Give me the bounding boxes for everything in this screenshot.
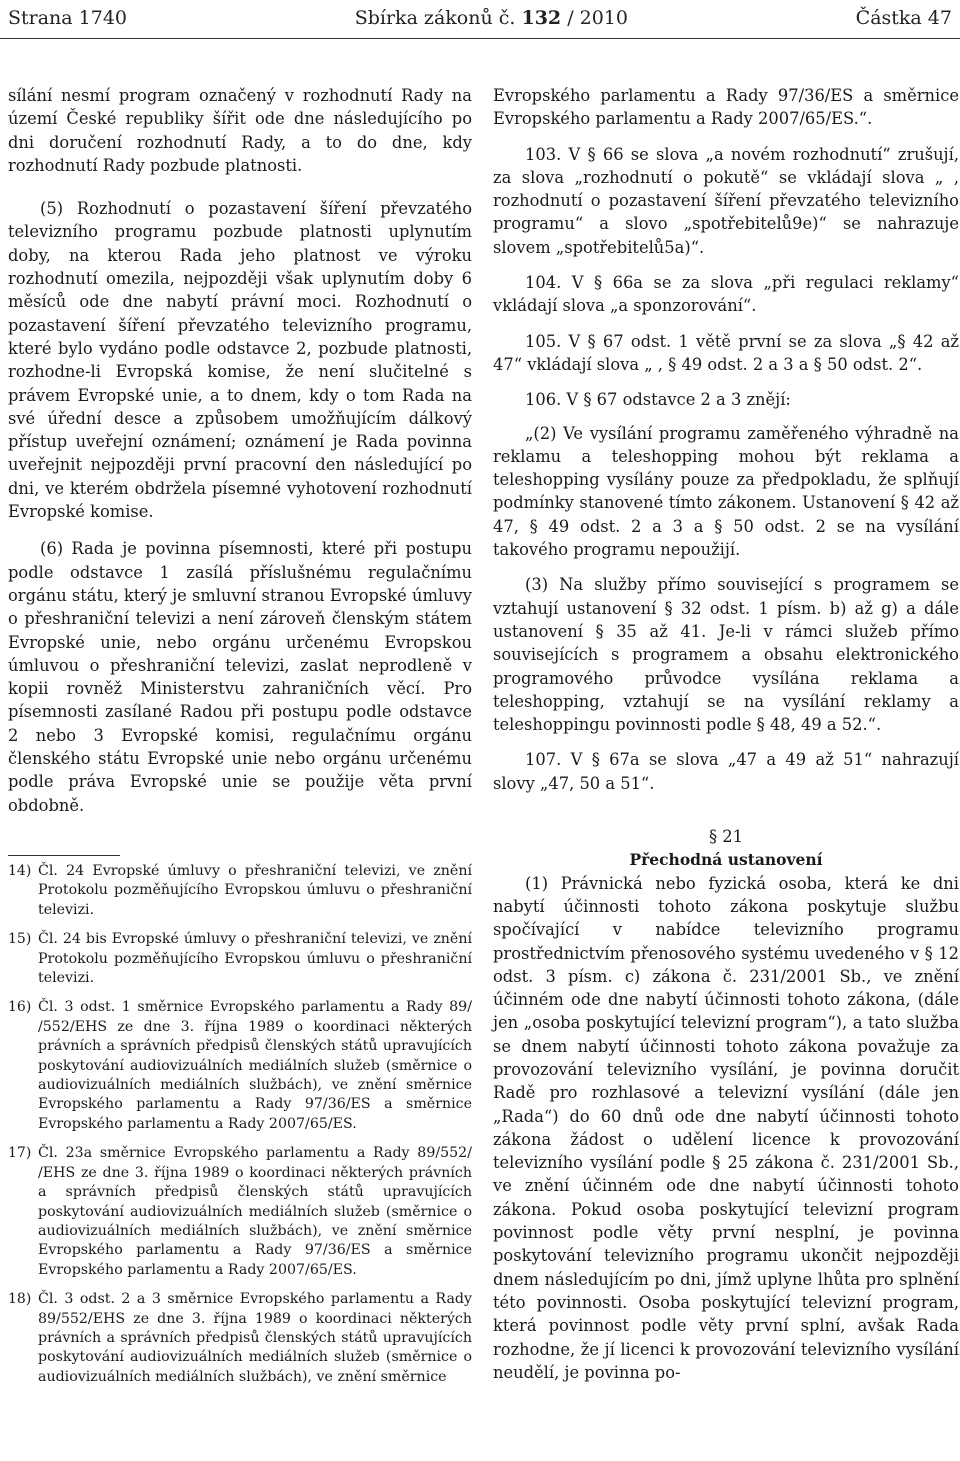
footnote-number: 16) bbox=[8, 999, 32, 1016]
section-number: § 21 bbox=[708, 827, 744, 847]
page-header bbox=[8, 2, 952, 34]
amendment-105: 105. V § 67 odst. 1 větě první se za slova „§ 42 až 47“ vkládají slova „ , § 49 odst. 2 a 3 a § 50 odst. 2“. bbox=[493, 331, 959, 374]
amendment-106: 106. V § 67 odstavce 2 a 3 znějí: bbox=[525, 390, 791, 410]
amendment-106-paragraph-2: „(2) Ve vysílání programu zaměřeného výhradně na reklamu a teleshopping mohou být reklama a teleshopping vysílány pouze za předpokladu, že splňují podmínky stanovené tímto zákonem. Ustanovení § 42 až 47, § 49 odst. 2 a 3 a § 50 odst. 2 se na vysílání takového programu nepoužijí. bbox=[493, 423, 959, 560]
paragraph-continuation: sílání nesmí program označený v rozhodnutí Rady na území České republiky šířit ode dne následujícího po dni doručení rozhodnutí Rady, a to do dne, kdy rozhodnutí Rady pozbude platnosti. bbox=[8, 86, 472, 175]
footnote-text: Čl. 23a směrnice Evropského parlamentu a Rady 89/552/ /EHS ze dne 3. října 1989 o koordinaci některých právních a správních předpisů členských států upravujících poskytování audiovizuálních mediálních služeb (směrnice o audiovizuálních mediálních službách), ve znění směrnice Evropského parlamentu a Rady 97/36/ES a směrnice Evropského parlamentu a Rady 2007/65/ES. bbox=[38, 1145, 472, 1278]
footnotes bbox=[8, 862, 472, 1397]
left-column bbox=[8, 84, 472, 817]
footnote-text: Čl. 3 odst. 1 směrnice Evropského parlamentu a Rady 89/ /552/EHS ze dne 3. října 1989 o koordinaci některých právních a správních předpisů členských států upravujících poskytování audiovizuálních mediálních služeb (směrnice o audiovizuálních mediálních službách), ve znění směrnice Evropského parlamentu a Rady 97/36/ES a směrnice Evropského parlamentu a Rady 2007/65/ES. bbox=[38, 999, 472, 1132]
footnote-number: 14) bbox=[8, 863, 32, 879]
page-number: Strana 1740 bbox=[8, 7, 128, 29]
footnote-18 bbox=[8, 1290, 472, 1387]
footnote-text: Čl. 24 bis Evropské úmluvy o přeshraniční televizi, ve znění Protokolu pozměňujícího Evropskou úmluvu o přeshraniční televizi. bbox=[38, 931, 472, 987]
paragraph-5: (5) Rozhodnutí o pozastavení šíření převzatého televizního programu pozbude platnosti uplynutím doby, na kterou Rada jeho platnost ve výroku rozhodnutí omezila, nejpozději však uplynutím doby 6 měsíců ode dne nabytí právní moci. Rozhodnutí o pozastavení šíření převzatého televizního programu, které bylo vydáno podle odstavce 2, pozbude platnosti, rozhodne-li Evropská komise, že není slučitelné s právem Evropské unie, a to dnem, kdy o tom Rada na své úřední desce a způsobem umožňujícím dálkový přístup uveřejní oznámení; oznámení je Rada povinna uveřejnit nejpozději první pracovní den následující po dni, ve kterém obdržela písemné vyhotovení rozhodnutí Evropské komise. bbox=[8, 199, 472, 522]
footnote-divider bbox=[8, 855, 120, 856]
footnote-text: Čl. 24 Evropské úmluvy o přeshraniční televizi, ve znění Protokolu pozměňujícího Evropskou úmluvu o přeshraniční televizi. bbox=[38, 863, 472, 918]
footnote-text: Čl. 3 odst. 2 a 3 směrnice Evropského parlamentu a Rady 89/552/EHS ze dne 3. října 1989 o koordinaci některých právních a správních předpisů členských států upravujících poskytování audiovizuálních mediálních služeb (směrnice o audiovizuálních mediálních službách), ve znění směrnice bbox=[38, 1291, 472, 1385]
footnote-16 bbox=[8, 998, 472, 1134]
right-column bbox=[493, 84, 959, 1384]
issue-number: Částka 47 bbox=[855, 7, 952, 29]
amendment-107: 107. V § 67a se slova „47 a 49 až 51“ nahrazují slovy „47, 50 a 51“. bbox=[493, 750, 959, 793]
footnote-17 bbox=[8, 1144, 472, 1280]
collection-title: Sbírka zákonů č. 132 / 2010 bbox=[354, 7, 628, 29]
amendment-103: 103. V § 66 se slova „a novém rozhodnutí“ zrušují, za slova „rozhodnutí o pokutě“ se vkládají slova „ , rozhodnutí o pozastavení šíření převzatého televizního programu“ a slovo „spotřebitelů9e)“ se nahrazuje slovem „spotřebitelů5a)“. bbox=[493, 144, 959, 257]
section-title: Přechodná ustanovení bbox=[629, 850, 823, 870]
amendment-106-paragraph-3: (3) Na služby přímo související s programem se vztahují ustanovení § 32 odst. 1 písm. b) až g) a dále ustanovení § 35 až 41. Je-li v rámci služeb přímo souvisejících s programem a obsahu elektronického programového průvodce vysílána reklama a teleshopping, vztahují se na vysílání reklamy a teleshoppingu povinnosti podle § 48, 49 a 52.“. bbox=[493, 575, 959, 735]
footnote-number: 17) bbox=[8, 1145, 32, 1162]
paragraph-6: (6) Rada je povinna písemnosti, které při postupu podle odstavce 1 zasílá příslušnému regulačnímu orgánu státu, který je smluvní stranou Evropské úmluvy o přeshraniční televizi a není zároveň členským státem Evropské unie, nebo orgánu určenému Evropskou úmluvou o přeshraniční televizi, zaslat neprodleně v kopii rovněž Ministerstvu zahraničních věcí. Pro písemnosti zasílané Radou při postupu podle odstavce 2 nebo 3 Evropské komisi, regulačnímu orgánu členského státu Evropské unie nebo orgánu určenému podle práva Evropské unie se použije věta první obdobně. bbox=[8, 539, 472, 815]
paragraph-continuation: Evropského parlamentu a Rady 97/36/ES a směrnice Evropského parlamentu a Rady 2007/65/ES.“. bbox=[493, 86, 959, 129]
law-number: 132 bbox=[521, 7, 562, 29]
header-divider bbox=[0, 38, 960, 39]
transitional-paragraph-1: (1) Právnická nebo fyzická osoba, která ke dni nabytí účinnosti tohoto zákona poskytuje službu spočívající v nabídce televizního programu prostřednictvím přenosového systému uvedeného v § 12 odst. 3 písm. c) zákona č. 231/2001 Sb., ve znění účinném ode dne nabytí účinnosti tohoto zákona, (dále jen „osoba poskytující televizní program“), a tato služba se dnem nabytí účinnosti tohoto zákona považuje za provozování televizního vysílání, je povinna doručit Radě pro rozhlasové a televizní vysílání (dále jen „Rada“) do 60 dnů ode dne nabytí účinnosti tohoto zákona žádost o udělení licence k provozování televizního vysílání podle § 25 zákona č. 231/2001 Sb., ve znění účinném ode dne nabytí účinnosti tohoto zákona. Pokud osoba poskytující televizní program povinnost podle věty první nesplní, je povinna poskytování televizního programu ukončit nejpozději dnem následujícím po dni, jímž uplyne lhůta pro splnění této povinnosti. Osoba poskytující televizní program, která povinnost podle věty první splní, avšak Rada rozhodne, že jí licenci k provozování televizního vysílání neudělí, je povinna po- bbox=[493, 873, 959, 1382]
footnote-number: 15) bbox=[8, 931, 32, 948]
footnote-number: 18) bbox=[8, 1291, 32, 1308]
amendment-104: 104. V § 66a se za slova „při regulaci reklamy“ vkládají slova „a sponzorování“. bbox=[493, 273, 959, 316]
footnote-15 bbox=[8, 930, 472, 988]
footnote-14 bbox=[8, 862, 472, 920]
